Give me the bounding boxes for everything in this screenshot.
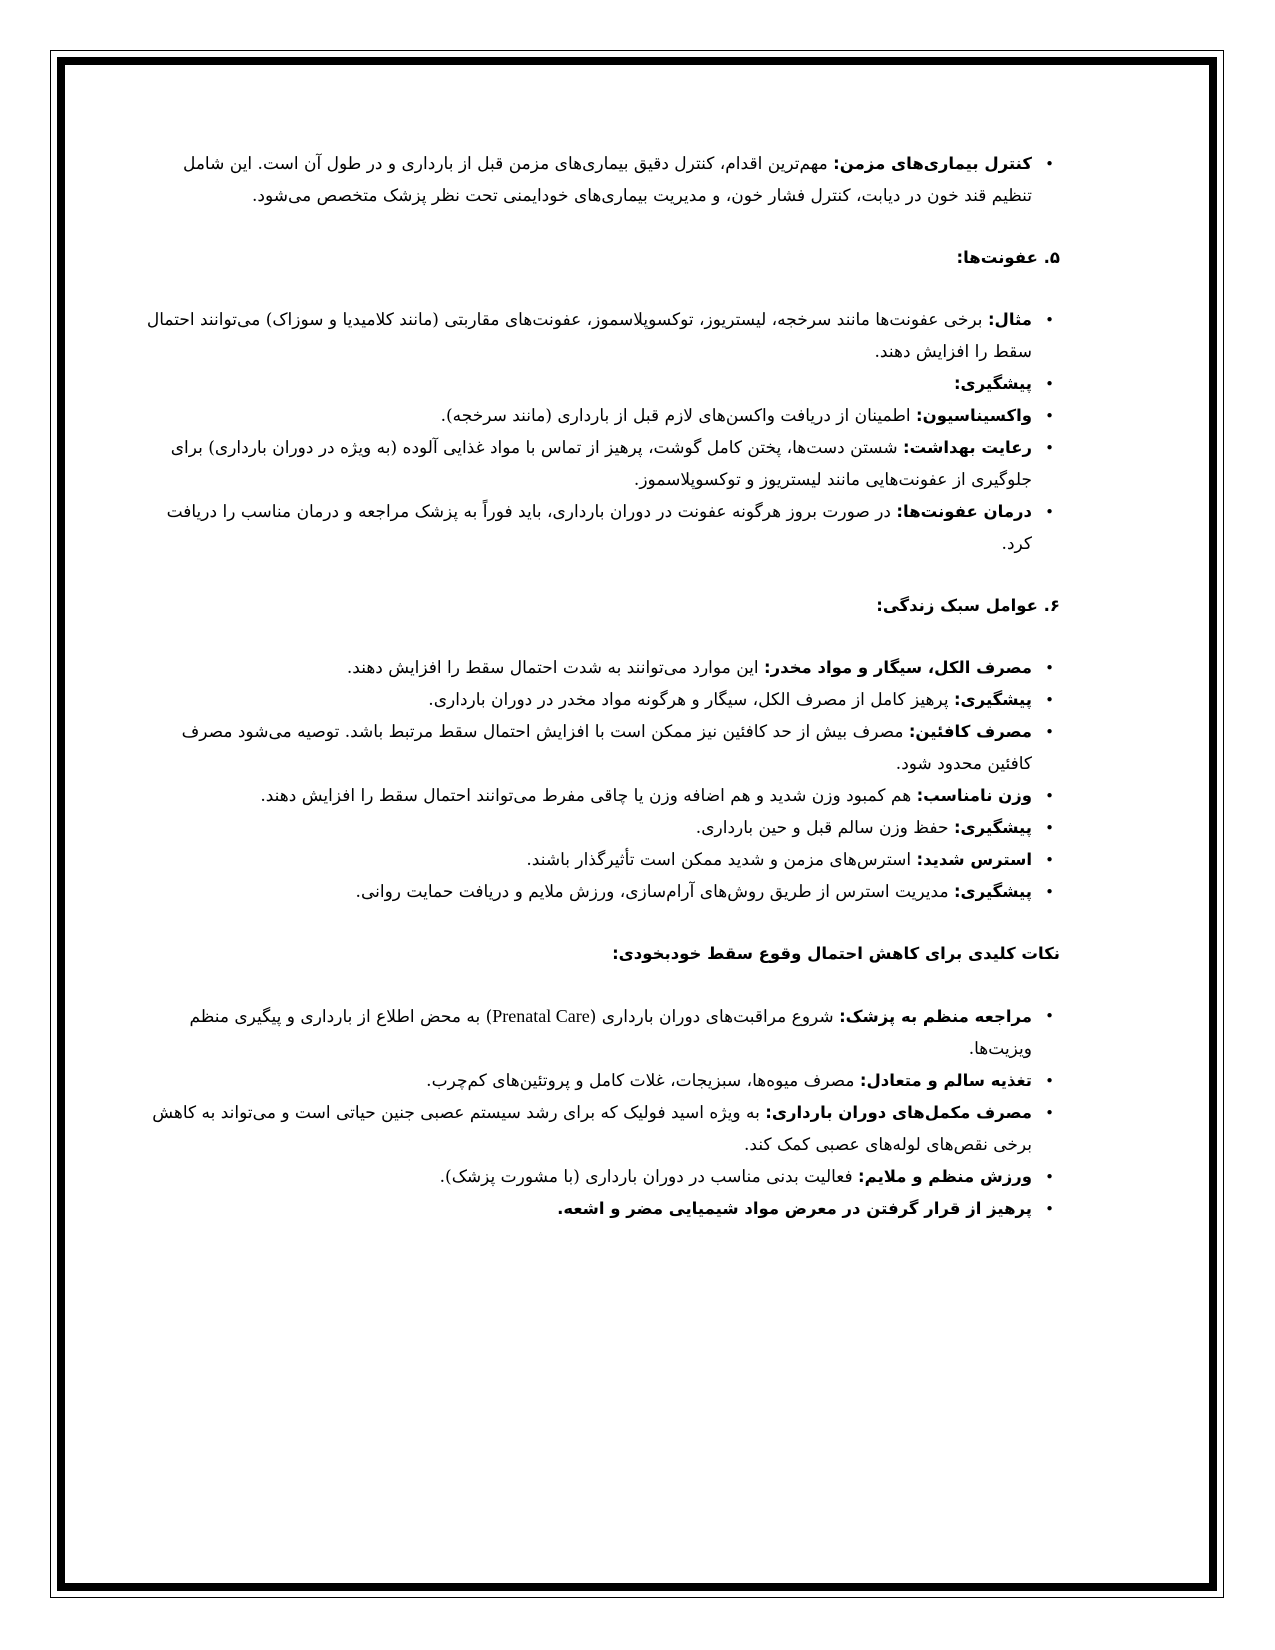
list-item xyxy=(140,876,1060,908)
item-text: پرهیز کامل از مصرف الکل، سیگار و هرگونه مواد مخدر در دوران بارداری. xyxy=(428,690,954,710)
item-text: فعالیت بدنی مناسب در دوران بارداری (با مشورت پزشک). xyxy=(439,1167,859,1187)
item-text: به ویژه اسید فولیک که برای رشد سیستم عصبی جنین حیاتی است و می‌تواند به کاهش برخی نقص‌های لوله‌های عصبی کمک کند. xyxy=(152,1103,1032,1155)
item-text: در صورت بروز هرگونه عفونت در دوران بارداری، باید فوراً به پزشک مراجعه و درمان مناسب را دریافت کرد. xyxy=(166,502,1032,554)
item-text: استرس‌های مزمن و شدید ممکن است تأثیرگذار باشند. xyxy=(526,850,917,870)
list-item xyxy=(140,1097,1060,1161)
item-text: مصرف بیش از حد کافئین نیز ممکن است با افزایش احتمال سقط مرتبط باشد. توصیه می‌شود مصرف کافئین محدود شود. xyxy=(181,722,1032,774)
item-term: ورزش منظم و ملایم: xyxy=(858,1167,1032,1186)
item-latin-term: Prenatal Care xyxy=(492,1006,590,1026)
list-item xyxy=(140,844,1060,876)
item-text: اطمینان از دریافت واکسن‌های لازم قبل از بارداری (مانند سرخجه). xyxy=(440,406,917,426)
item-text: مهم‌ترین اقدام، کنترل دقیق بیماری‌های مزمن قبل از بارداری و در طول آن است. این شامل تنظیم قند خون در دیابت، کنترل فشار خون، و مدیریت بیماری‌های خودایمنی تحت نظر پزشک متخصص می‌شود. xyxy=(182,154,1032,206)
item-text: شروع مراقبت‌های دوران بارداری ( xyxy=(589,1007,840,1027)
item-term: واکسیناسیون: xyxy=(916,406,1032,425)
item-term: مصرف مکمل‌های دوران بارداری: xyxy=(765,1103,1032,1122)
list-item xyxy=(140,652,1060,684)
infections-list xyxy=(140,304,1060,560)
list-item xyxy=(140,1065,1060,1097)
list-item xyxy=(140,716,1060,780)
list-item xyxy=(140,432,1060,496)
item-text: برخی عفونت‌ها مانند سرخجه، لیستریوز، توکسوپلاسموز، عفونت‌های مقاربتی (مانند کلامیدیا و سوزاک) می‌توانند احتمال سقط را افزایش دهند. xyxy=(146,310,1032,362)
list-item xyxy=(140,400,1060,432)
key-points-list xyxy=(140,1000,1060,1225)
item-term: پیشگیری: xyxy=(953,690,1032,709)
list-item xyxy=(140,1000,1060,1065)
list-item xyxy=(140,812,1060,844)
list-item xyxy=(140,148,1060,212)
item-text: ) به محض اطلاع از بارداری و پیگیری منظم ویزیت‌ها. xyxy=(189,1007,1032,1059)
item-text: این موارد می‌توانند به شدت احتمال سقط را افزایش دهند. xyxy=(346,658,764,678)
item-term: پیشگیری: xyxy=(953,374,1032,393)
item-term: مصرف کافئین: xyxy=(908,722,1032,741)
item-term: مراجعه منظم به پزشک: xyxy=(839,1007,1032,1026)
document-body xyxy=(140,148,1060,1225)
item-text: هم کمبود وزن شدید و هم اضافه وزن یا چاقی مفرط می‌توانند احتمال سقط را افزایش دهند. xyxy=(260,786,917,806)
item-text: مدیریت استرس از طریق روش‌های آرام‌سازی، ورزش ملایم و دریافت حمایت روانی. xyxy=(355,882,954,902)
list-item xyxy=(140,1193,1060,1225)
item-term: مصرف الکل، سیگار و مواد مخدر: xyxy=(764,658,1032,677)
list-item xyxy=(140,684,1060,716)
item-term: پیشگیری: xyxy=(953,818,1032,837)
list-item xyxy=(140,780,1060,812)
list-item xyxy=(140,304,1060,368)
item-term: مثال: xyxy=(987,310,1032,329)
item-term: رعایت بهداشت: xyxy=(903,438,1032,457)
list-item xyxy=(140,368,1060,400)
item-term: درمان عفونت‌ها: xyxy=(896,502,1032,521)
lifestyle-list xyxy=(140,652,1060,908)
item-term: استرس شدید: xyxy=(916,850,1032,869)
section-heading-key-points: نکات کلیدی برای کاهش احتمال وقوع سقط خودبخودی: xyxy=(612,944,1060,963)
item-text: حفظ وزن سالم قبل و حین بارداری. xyxy=(695,818,954,838)
item-term: کنترل بیماری‌های مزمن: xyxy=(833,154,1032,173)
item-text: شستن دست‌ها، پختن کامل گوشت، پرهیز از تماس با مواد غذایی آلوده (به ویژه در دوران بارداری) برای جلوگیری از عفونت‌هایی مانند لیستریوز و توکسوپلاسموز. xyxy=(170,438,1032,490)
section-heading-lifestyle: ۶. عوامل سبک زندگی: xyxy=(876,596,1060,615)
item-term: پیشگیری: xyxy=(953,882,1032,901)
section-heading-infections: ۵. عفونت‌ها: xyxy=(956,248,1060,267)
list-item xyxy=(140,496,1060,560)
item-text: مصرف میوه‌ها، سبزیجات، غلات کامل و پروتئین‌های کم‌چرب. xyxy=(426,1071,860,1091)
item-term: پرهیز از قرار گرفتن در معرض مواد شیمیایی مضر و اشعه. xyxy=(557,1199,1032,1218)
item-term: تغذیه سالم و متعادل: xyxy=(859,1071,1032,1090)
item-term: وزن نامناسب: xyxy=(916,786,1032,805)
chronic-disease-list xyxy=(140,148,1060,212)
list-item xyxy=(140,1161,1060,1193)
